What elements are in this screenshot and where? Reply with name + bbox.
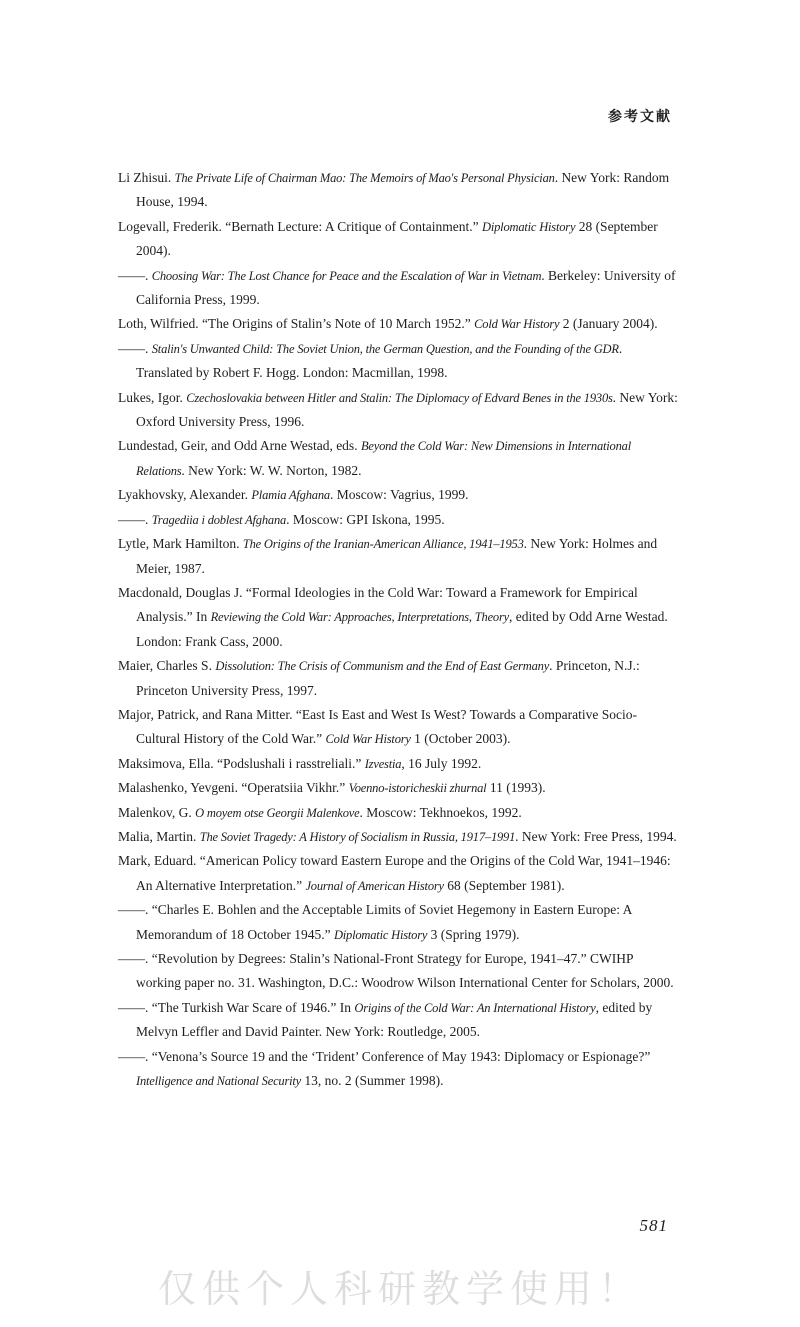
bibliography-entry: ——. Stalin's Unwanted Child: The Soviet Union, the German Question, and the Founding of the GDR. Translated by Robert F. Hogg. London: Macmillan, 1998. bbox=[118, 340, 623, 381]
bibliography-entry: Malenkov, G. O moyem otse Georgii Malenkove. Moscow: Tekhnoekos, 1992. bbox=[118, 804, 522, 820]
bibliography-entry: ——. “The Turkish War Scare of 1946.” In Origins of the Cold War: An International History, edited by Melvyn Leffler and David Painter. New York: Routledge, 2005. bbox=[118, 999, 653, 1040]
bibliography-entry: Macdonald, Douglas J. “Formal Ideologies in the Cold War: Toward a Framework for Empirical Analysis.” In Reviewing the Cold War: Approaches, Interpretations, Theory, edited by Odd Arne Westad. London: Frank Cass, 2000. bbox=[118, 584, 668, 649]
page-number: 581 bbox=[639, 1216, 668, 1235]
bibliography-entry: ——. Choosing War: The Lost Chance for Peace and the Escalation of War in Vietnam. Berkeley: University of California Press, 1999. bbox=[118, 267, 676, 308]
bibliography-entry: Loth, Wilfried. “The Origins of Stalin’s Note of 10 March 1952.” Cold War History 2 (January 2004). bbox=[118, 316, 658, 332]
bibliography-entry: Logevall, Frederik. “Bernath Lecture: A Critique of Containment.” Diplomatic History 28 (September 2004). bbox=[118, 218, 658, 259]
bibliography-entry: Lundestad, Geir, and Odd Arne Westad, eds. Beyond the Cold War: New Dimensions in International Relations. New York: W. W. Norton, 1982. bbox=[118, 438, 631, 478]
bibliography-entry: Lukes, Igor. Czechoslovakia between Hitler and Stalin: The Diplomacy of Edvard Benes in the 1930s. New York: Oxford University Press, 1996. bbox=[118, 389, 678, 430]
bibliography-entry: ——. “Revolution by Degrees: Stalin’s National-Front Strategy for Europe, 1941–47.” CWIHP working paper no. 31. Washington, D.C.: Woodrow Wilson International Center for Scholars, 2000. bbox=[118, 951, 674, 991]
bibliography-entry: Lytle, Mark Hamilton. The Origins of the Iranian-American Alliance, 1941–1953. New York: Holmes and Meier, 1987. bbox=[118, 536, 658, 576]
bibliography-entry: Mark, Eduard. “American Policy toward Eastern Europe and the Origins of the Cold War, 1941–1946: An Alternative Interpretation.” Journal of American History 68 (September 1981). bbox=[118, 853, 671, 893]
bibliography-entry: ——. “Charles E. Bohlen and the Acceptable Limits of Soviet Hegemony in Eastern Europe: A Memorandum of 18 October 1945.” Diplomatic History 3 (Spring 1979). bbox=[118, 902, 632, 942]
bibliography-entry: Maksimova, Ella. “Podslushali i rasstreliali.” Izvestia, 16 July 1992. bbox=[118, 755, 482, 771]
bibliography-entry: Malashenko, Yevgeni. “Operatsiia Vikhr.” Voenno-istoricheskii zhurnal 11 (1993). bbox=[118, 780, 546, 796]
bibliography-entry: Lyakhovsky, Alexander. Plamia Afghana. Moscow: Vagrius, 1999. bbox=[118, 487, 469, 503]
bibliography-entry: ——. Tragediia i doblest Afghana. Moscow: GPI Iskona, 1995. bbox=[118, 511, 445, 527]
running-header: 参考文献 bbox=[608, 109, 672, 125]
bibliography-entry: Major, Patrick, and Rana Mitter. “East Is East and West Is West? Towards a Comparative Socio-Cultural History of the Cold War.” Cold War History 1 (October 2003). bbox=[118, 706, 637, 747]
bibliography-entry: ——. “Venona’s Source 19 and the ‘Trident’ Conference of May 1943: Diplomacy or Espionage?” Intelligence and National Security 13, no. 2 (Summer 1998). bbox=[118, 1048, 651, 1089]
bibliography-entry: Maier, Charles S. Dissolution: The Crisis of Communism and the End of East Germany. Princeton, N.J.: Princeton University Press, 1997. bbox=[118, 658, 640, 698]
bibliography-list bbox=[118, 166, 678, 1093]
bibliography-entry: Malia, Martin. The Soviet Tragedy: A History of Socialism in Russia, 1917–1991. New York: Free Press, 1994. bbox=[118, 828, 677, 844]
watermark: 仅供个人科研教学使用！ bbox=[157, 1267, 642, 1311]
bibliography-entry: Li Zhisui. The Private Life of Chairman Mao: The Memoirs of Mao's Personal Physician. New York: Random House, 1994. bbox=[118, 170, 670, 210]
